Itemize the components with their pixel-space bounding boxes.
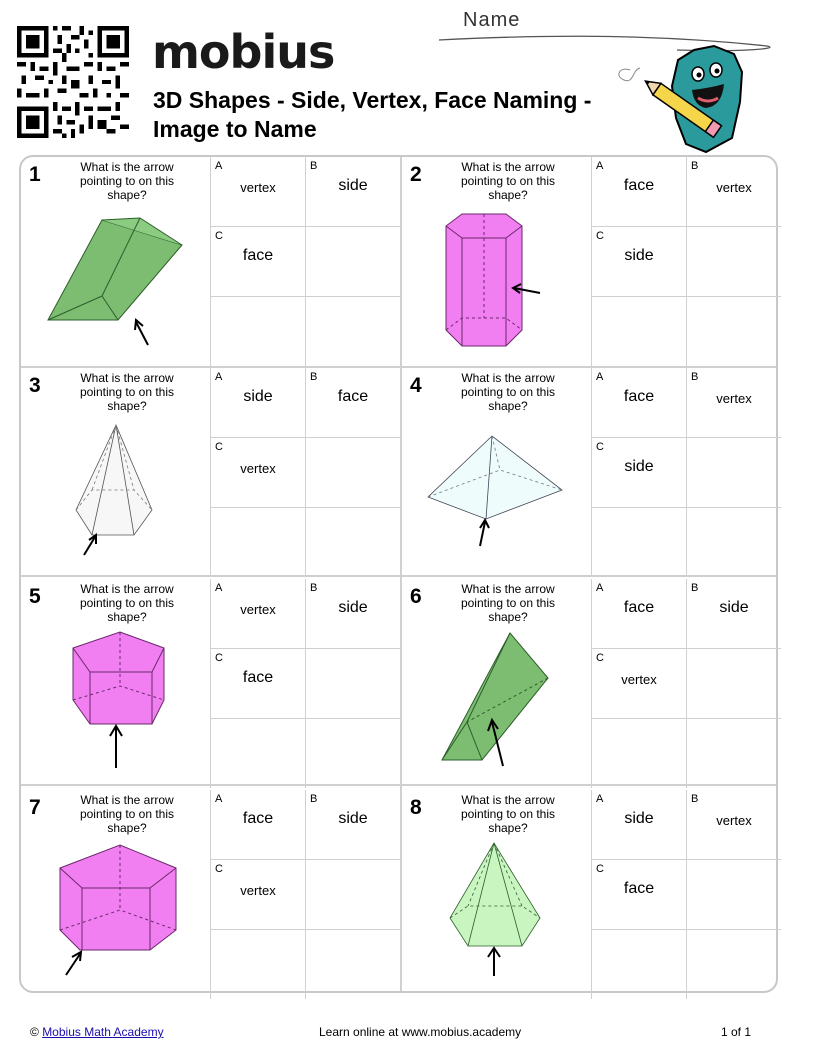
answer-letter: C (596, 652, 604, 664)
answer-option-a[interactable] (211, 790, 305, 859)
answer-text: face (623, 599, 655, 616)
question-number: 7 (29, 796, 41, 819)
question-cell-2 (402, 157, 781, 366)
answer-text: face (623, 177, 655, 194)
answer-text: side (338, 177, 368, 194)
answer-letter: A (596, 793, 604, 805)
answer-option-a[interactable] (592, 157, 686, 226)
answer-letter: C (215, 230, 223, 242)
question-prompt: What is the arrow pointing to on this shape? (460, 371, 556, 413)
question-number: 1 (29, 163, 41, 186)
footer-page-number: 1 of 1 (721, 1025, 752, 1039)
answer-text: vertex (240, 883, 276, 898)
answer-text: face (242, 810, 274, 827)
answer-option-a[interactable] (592, 368, 686, 437)
question-number: 6 (410, 585, 422, 608)
answer-text: face (242, 247, 274, 264)
question-panel (402, 790, 592, 999)
question-prompt: What is the arrow pointing to on this shape? (460, 793, 556, 835)
answer-letter: B (691, 582, 699, 594)
answer-option-b[interactable] (306, 157, 400, 226)
answer-text: face (623, 880, 655, 897)
answer-text: vertex (716, 391, 752, 406)
answer-letter: C (596, 230, 604, 242)
answer-letter: A (596, 582, 604, 594)
question-prompt: What is the arrow pointing to on this shape? (79, 793, 175, 835)
answer-option-b[interactable] (306, 368, 400, 437)
answer-letter: B (691, 371, 699, 383)
question-number: 2 (410, 163, 422, 186)
answer-letter: A (215, 160, 223, 172)
question-prompt: What is the arrow pointing to on this shape? (79, 160, 175, 202)
answer-text: vertex (240, 461, 276, 476)
question-cell-8 (402, 790, 781, 999)
question-panel (402, 579, 592, 788)
answer-text: side (243, 388, 273, 405)
answer-option-b[interactable] (687, 579, 781, 648)
question-prompt: What is the arrow pointing to on this shape? (79, 582, 175, 624)
question-panel (21, 368, 211, 577)
answer-letter: C (215, 441, 223, 453)
answer-letter: B (691, 793, 699, 805)
answer-letter: C (596, 441, 604, 453)
answer-text: vertex (240, 602, 276, 617)
answer-text: vertex (240, 180, 276, 195)
answer-letter: C (215, 652, 223, 664)
answer-letter: C (215, 863, 223, 875)
answer-text: face (623, 388, 655, 405)
answer-text: face (242, 669, 274, 686)
answer-letter: C (596, 863, 604, 875)
question-panel (402, 368, 592, 577)
question-cell-6 (402, 579, 781, 788)
answer-letter: B (310, 160, 318, 172)
question-panel (21, 790, 211, 999)
answer-text: side (338, 599, 368, 616)
question-cell-5 (21, 579, 400, 788)
answer-text: face (337, 388, 369, 405)
mobius-academy-link[interactable]: Mobius Math Academy (42, 1025, 164, 1039)
answer-option-c[interactable] (592, 438, 686, 507)
answer-letter: A (215, 582, 223, 594)
question-panel (21, 579, 211, 788)
footer-copyright (30, 1025, 164, 1039)
answer-option-a[interactable] (211, 157, 305, 226)
answer-option-c[interactable] (211, 227, 305, 296)
answer-letter: B (310, 793, 318, 805)
answer-text: vertex (716, 180, 752, 195)
question-panel (402, 157, 592, 366)
answer-option-b[interactable] (306, 579, 400, 648)
answer-text: side (338, 810, 368, 827)
question-prompt: What is the arrow pointing to on this shape? (460, 160, 556, 202)
question-cell-1 (21, 157, 400, 366)
footer-learn-online: Learn online at www.mobius.academy (319, 1025, 522, 1039)
worksheet-title: 3D Shapes - Side, Vertex, Face Naming - Image to Name (153, 87, 592, 142)
answer-letter: A (596, 160, 604, 172)
question-cell-3 (21, 368, 400, 577)
question-number: 4 (410, 374, 422, 397)
answer-option-c[interactable] (211, 860, 305, 929)
question-prompt: What is the arrow pointing to on this shape? (79, 371, 175, 413)
question-panel (21, 157, 211, 366)
answer-text: side (624, 810, 654, 827)
mascot-illustration (610, 40, 760, 155)
answer-text: vertex (716, 813, 752, 828)
answer-text: vertex (621, 672, 657, 687)
question-prompt: What is the arrow pointing to on this shape? (460, 582, 556, 624)
question-number: 5 (29, 585, 41, 608)
question-cell-4 (402, 368, 781, 577)
answer-option-c[interactable] (592, 860, 686, 929)
copyright-symbol: © (30, 1025, 39, 1039)
question-number: 8 (410, 796, 422, 819)
answer-letter: A (215, 371, 223, 383)
answer-text: side (719, 599, 749, 616)
question-number: 3 (29, 374, 41, 397)
answer-letter: A (596, 371, 604, 383)
answer-option-c[interactable] (592, 227, 686, 296)
answer-option-a[interactable] (211, 368, 305, 437)
name-label: Name (463, 9, 521, 31)
answer-text: side (624, 247, 654, 264)
answer-option-a[interactable] (592, 790, 686, 859)
answer-letter: B (691, 160, 699, 172)
answer-option-a[interactable] (592, 579, 686, 648)
answer-letter: A (215, 793, 223, 805)
question-cell-7 (21, 790, 400, 999)
answer-option-c[interactable] (211, 649, 305, 718)
answer-text: side (624, 458, 654, 475)
answer-option-b[interactable] (306, 790, 400, 859)
answer-option-b[interactable] (687, 790, 781, 859)
answer-option-b[interactable] (687, 368, 781, 437)
answer-letter: B (310, 371, 318, 383)
answer-letter: B (310, 582, 318, 594)
answer-option-c[interactable] (211, 438, 305, 507)
answer-option-c[interactable] (592, 649, 686, 718)
answer-option-b[interactable] (687, 157, 781, 226)
answer-option-a[interactable] (211, 579, 305, 648)
mobius-logo: mobius (152, 25, 335, 79)
qr-code (17, 26, 129, 138)
